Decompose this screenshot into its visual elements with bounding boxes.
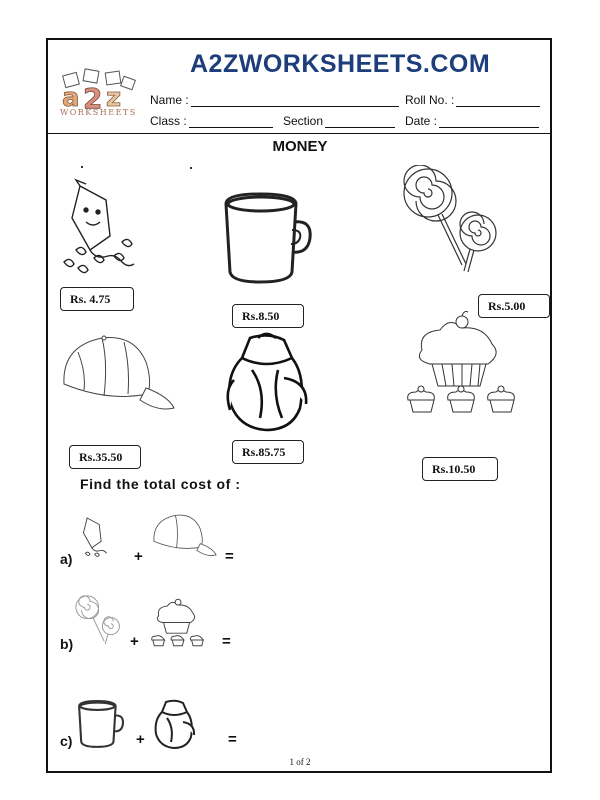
svg-text:z: z: [106, 83, 122, 113]
svg-text:a: a: [62, 83, 80, 113]
name-label: Name :: [150, 93, 189, 107]
question-a-label: a): [60, 551, 73, 567]
equals-sign-a: =: [225, 548, 234, 565]
logo-caption: WORKSHEETS: [60, 108, 137, 117]
stray-mark: [190, 167, 192, 169]
cupcakes-small-icon: [148, 596, 210, 650]
date-field: [405, 114, 539, 128]
question-text: Find the total cost of :: [80, 476, 241, 492]
rollno-blank[interactable]: [456, 94, 540, 107]
svg-text:2: 2: [83, 82, 103, 115]
section-label: Section: [283, 114, 324, 128]
section-field: [283, 114, 395, 128]
class-field: [150, 114, 273, 128]
equals-sign-c: =: [228, 731, 237, 748]
a2z-logo: [56, 66, 142, 126]
plus-sign-c: +: [136, 731, 145, 748]
cap-drawing: [58, 332, 180, 424]
lollipops-small-icon: [74, 594, 126, 646]
class-label: Class :: [150, 114, 187, 128]
rollno-field: [405, 93, 540, 107]
schoolbag-small-icon: [152, 698, 198, 750]
mug-small-icon: [76, 700, 126, 750]
site-name: A2ZWORKSHEETS.COM: [190, 50, 491, 78]
class-blank[interactable]: [189, 115, 273, 128]
name-field: [150, 93, 399, 107]
price-tag-schoolbag: Rs.85.75: [232, 440, 304, 464]
cap-small-icon: [150, 512, 220, 564]
date-label: Date :: [405, 114, 438, 128]
worksheet-title: MONEY: [272, 138, 328, 155]
date-blank[interactable]: [439, 115, 539, 128]
plus-sign-a: +: [134, 548, 143, 565]
schoolbag-drawing: [222, 330, 314, 434]
section-blank[interactable]: [325, 115, 395, 128]
equals-sign-b: =: [222, 633, 231, 650]
kite-drawing: [56, 178, 142, 280]
price-tag-mug: Rs.8.50: [232, 304, 304, 328]
price-tag-lollipops: Rs.5.00: [478, 294, 550, 318]
rollno-label: Roll No. :: [405, 93, 455, 107]
page-number: 1 of 2: [289, 757, 311, 767]
question-c-label: c): [60, 733, 73, 749]
price-tag-cupcakes: Rs.10.50: [422, 457, 498, 481]
mug-drawing: [220, 192, 316, 288]
stray-mark: [81, 166, 83, 168]
price-tag-cap: Rs.35.50: [69, 445, 141, 469]
cupcakes-drawing: [400, 310, 528, 420]
price-tag-kite: Rs. 4.75: [60, 287, 134, 311]
name-blank[interactable]: [191, 94, 399, 107]
header-divider: [46, 133, 552, 134]
kite-small-icon: [76, 512, 116, 564]
plus-sign-b: +: [130, 633, 139, 650]
lollipops-drawing: [400, 165, 510, 275]
question-b-label: b): [60, 636, 74, 652]
